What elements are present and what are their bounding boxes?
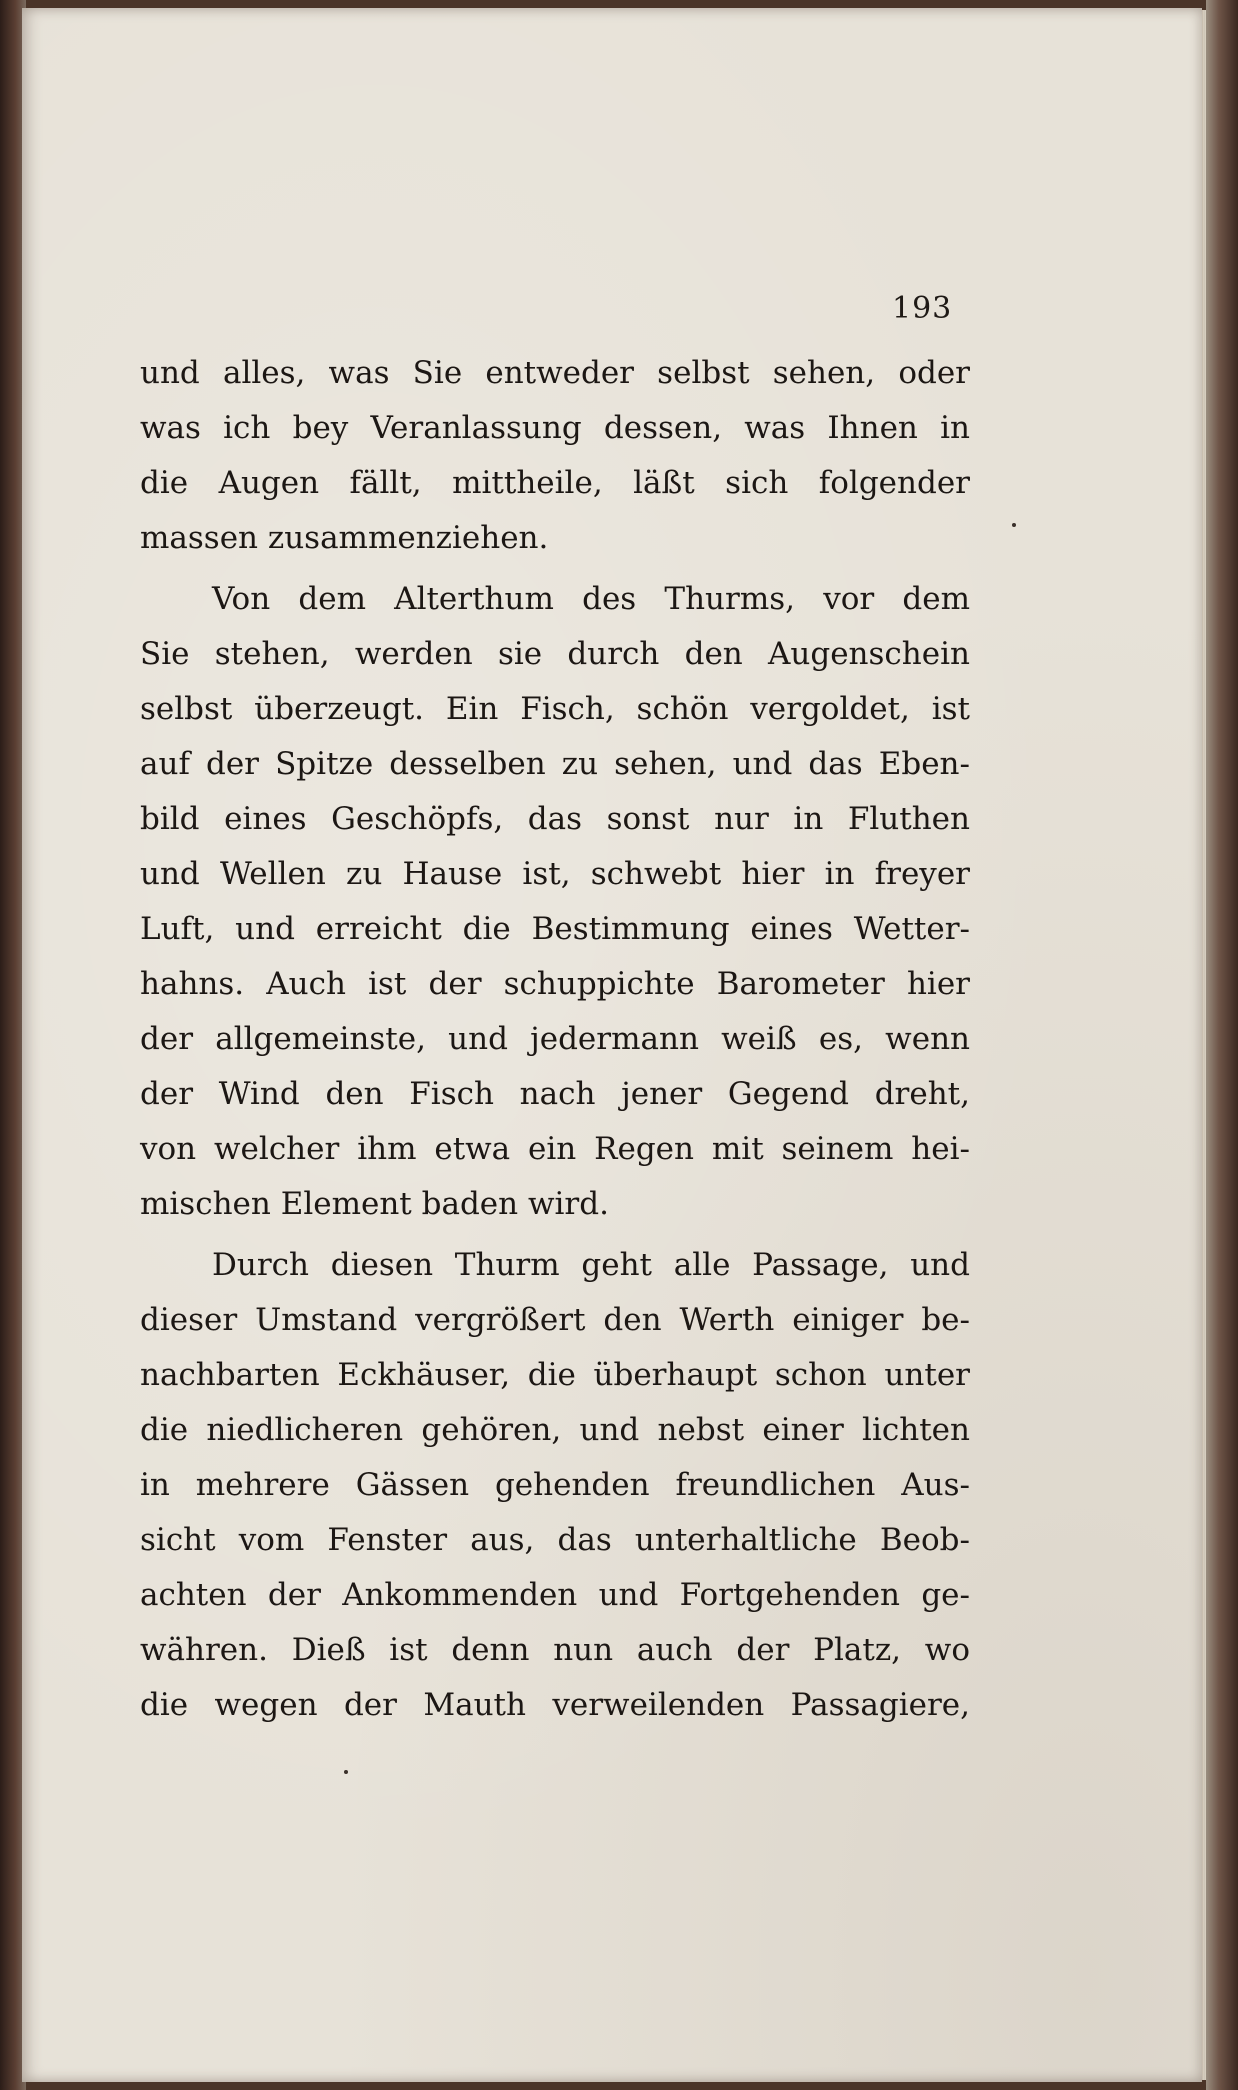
text-line: währen. Dieß ist denn nun auch der Platz, wo — [140, 1632, 970, 1668]
text-line: Durch diesen Thurm geht alle Passage, und — [212, 1247, 970, 1283]
text-line: massen zusammenziehen. — [140, 520, 549, 556]
text-line: die wegen der Mauth verweilenden Passagiere, — [140, 1687, 970, 1723]
text-line: und Wellen zu Hause ist, schwebt hier in freyer — [140, 856, 970, 892]
page-paper — [22, 8, 1202, 2082]
book-cover-edge — [1206, 0, 1238, 2090]
text-line: mischen Element baden wird. — [140, 1186, 609, 1222]
text-line: nachbarten Eckhäuser, die überhaupt schon unter — [140, 1357, 970, 1393]
text-line: dieser Umstand vergrößert den Werth einiger be- — [140, 1302, 970, 1338]
text-line: Luft, und erreicht die Bestimmung eines Wetter- — [140, 911, 970, 947]
paper-speck — [344, 1770, 348, 1774]
page-number: 193 — [892, 291, 953, 326]
text-line: Sie stehen, werden sie durch den Augenschein — [140, 636, 970, 672]
body-text — [140, 346, 970, 1733]
text-line: der Wind den Fisch nach jener Gegend dreht, — [140, 1076, 970, 1112]
text-line: achten der Ankommenden und Fortgehenden ge- — [140, 1577, 970, 1613]
text-line: in mehrere Gässen gehenden freundlichen Aus- — [140, 1467, 970, 1503]
text-line: Von dem Alterthum des Thurms, vor dem — [212, 581, 970, 617]
text-line: hahns. Auch ist der schuppichte Barometer hier — [140, 966, 970, 1002]
text-line: die niedlicheren gehören, und nebst einer lichten — [140, 1412, 970, 1448]
text-line: selbst überzeugt. Ein Fisch, schön vergoldet, ist — [140, 691, 970, 727]
text-line: von welcher ihm etwa ein Regen mit seinem hei- — [140, 1131, 970, 1167]
text-line: was ich bey Veranlassung dessen, was Ihnen in — [140, 410, 970, 446]
text-line: und alles, was Sie entweder selbst sehen, oder — [140, 355, 970, 391]
text-line: bild eines Geschöpfs, das sonst nur in Fluthen — [140, 801, 970, 837]
text-line: die Augen fällt, mittheile, läßt sich folgender — [140, 465, 970, 501]
text-line: der allgemeinste, und jedermann weiß es, wenn — [140, 1021, 970, 1057]
paper-speck — [1012, 523, 1016, 527]
text-line: auf der Spitze desselben zu sehen, und das Eben- — [140, 746, 970, 782]
text-line: sicht vom Fenster aus, das unterhaltliche Beob- — [140, 1522, 970, 1558]
